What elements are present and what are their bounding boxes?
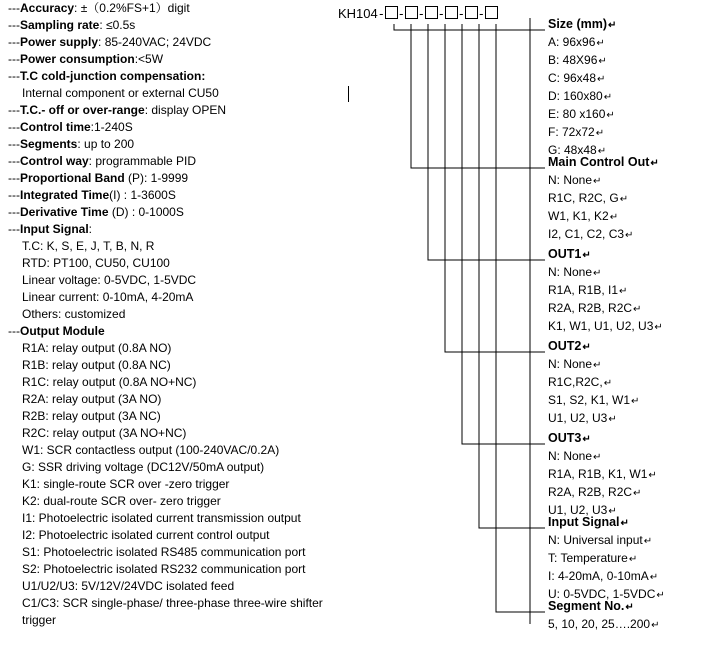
spec-line-text: R2C: relay output (3A NO+NC): [22, 426, 187, 440]
spec-line-lead: ---: [8, 222, 20, 236]
model-code-box-2[interactable]: [405, 6, 418, 19]
option-item: K1, W1, U1, U2, U3 ↵: [548, 318, 663, 336]
spec-line-text: : 85-240VAC; 24VDC: [98, 35, 212, 49]
spec-line-label: Power consumption: [20, 52, 135, 66]
option-item: F: 72x72 ↵: [548, 124, 616, 142]
option-item: I: 4-20mA, 0-10mA ↵: [548, 568, 665, 586]
spec-line-label: Input Signal: [20, 222, 89, 236]
spec-line: [8, 170, 353, 187]
spec-line-label: Power supply: [20, 35, 99, 49]
spec-line-text: Internal component or external CU50: [22, 86, 219, 100]
spec-line-label: Integrated Time: [20, 188, 110, 202]
spec-line: [8, 289, 353, 306]
group-size-options: [548, 34, 616, 160]
spec-line: [8, 153, 353, 170]
spec-line: [8, 595, 353, 612]
spec-line: [8, 204, 353, 221]
spec-line: [8, 374, 353, 391]
spec-line-lead: ---: [8, 1, 20, 15]
spec-line-lead: ---: [8, 35, 20, 49]
model-code-row: [338, 6, 498, 24]
spec-line-text: U1/U2/U3: 5V/12V/24VDC isolated feed: [22, 579, 235, 593]
spec-line-lead: ---: [8, 205, 20, 219]
spec-line-lead: ---: [8, 171, 20, 185]
spec-line-text: K1: single-route SCR over -zero trigger: [22, 477, 230, 491]
spec-line-lead: ---: [8, 18, 20, 32]
spec-line: [8, 68, 353, 85]
spec-line: [8, 561, 353, 578]
model-code-separator: -: [459, 6, 464, 21]
group-out3-title: OUT3 ↵: [548, 430, 657, 448]
group-out3: [548, 430, 657, 520]
group-out1-options: [548, 264, 663, 336]
model-code-separator: -: [379, 6, 384, 21]
option-item: N: None ↵: [548, 356, 639, 374]
spec-line-label: Segments: [20, 137, 78, 151]
option-item: N: None ↵: [548, 448, 657, 466]
spec-line: [8, 391, 353, 408]
spec-line: [8, 425, 353, 442]
spec-line-text: S1: Photoelectric isolated RS485 communication port: [22, 545, 306, 559]
spec-line: [8, 544, 353, 561]
spec-line-label: Control way: [20, 154, 89, 168]
group-main-control-out: [548, 154, 659, 244]
spec-line: [8, 510, 353, 527]
option-item: S1, S2, K1, W1 ↵: [548, 392, 639, 410]
group-size-title: Size (mm) ↵: [548, 16, 616, 34]
spec-line: [8, 459, 353, 476]
spec-line-lead: ---: [8, 137, 20, 151]
spec-line: [8, 255, 353, 272]
spec-line-text: RTD: PT100, CU50, CU100: [22, 256, 170, 270]
spec-line-label: Control time: [20, 120, 91, 134]
spec-line-text: : display OPEN: [144, 103, 227, 117]
option-item: C: 96x48 ↵: [548, 70, 616, 88]
spec-line: [8, 136, 353, 153]
option-item: R1A, R1B, K1, W1 ↵: [548, 466, 657, 484]
spec-line-text: R1B: relay output (0.8A NC): [22, 358, 171, 372]
group-segment-no-title: Segment No. ↵: [548, 598, 659, 616]
spec-line-text: (I) : 1-3600S: [109, 188, 176, 202]
spec-line: [8, 34, 353, 51]
spec-line: [8, 306, 353, 323]
spec-line-text: : ≤0.5s: [99, 18, 136, 32]
model-code-box-5[interactable]: [465, 6, 478, 19]
spec-line: [8, 340, 353, 357]
option-item: T: Temperature ↵: [548, 550, 665, 568]
group-input-signal: [548, 514, 665, 604]
spec-line-text: trigger: [22, 613, 57, 627]
model-code-separator: -: [419, 6, 424, 21]
spec-line-text: Others: customized: [22, 307, 126, 321]
option-item: N: None ↵: [548, 172, 659, 190]
group-input-signal-options: [548, 532, 665, 604]
spec-line-text: W1: SCR contactless output (100-240VAC/0.2A): [22, 443, 280, 457]
spec-line: [8, 119, 353, 136]
option-item: A: 96x96 ↵: [548, 34, 616, 52]
group-out3-options: [548, 448, 657, 520]
spec-line-lead: ---: [8, 154, 20, 168]
spec-line-text: Linear voltage: 0-5VDC, 1-5VDC: [22, 273, 197, 287]
model-code-separator: -: [439, 6, 444, 21]
spec-line-text: :<5W: [134, 52, 164, 66]
spec-line-text: :: [88, 222, 93, 236]
spec-line-text: :1-240S: [90, 120, 133, 134]
spec-line-label: Proportional Band: [20, 171, 125, 185]
spec-line-lead: ---: [8, 324, 20, 338]
group-out2-options: [548, 356, 639, 428]
model-code-separator: -: [479, 6, 484, 21]
stray-tick-mark: [348, 86, 349, 102]
spec-line: [8, 578, 353, 595]
spec-line: [8, 187, 353, 204]
group-main-control-out-title: Main Control Out ↵: [548, 154, 659, 172]
spec-line-text: R1A: relay output (0.8A NO): [22, 341, 172, 355]
spec-line-text: (D) : 0-1000S: [108, 205, 184, 219]
group-main-control-out-options: [548, 172, 659, 244]
spec-line-lead: ---: [8, 120, 20, 134]
model-code-box-6[interactable]: [485, 6, 498, 19]
spec-line-label: T.C cold-junction compensation:: [20, 69, 206, 83]
option-item: R2A, R2B, R2C ↵: [548, 300, 663, 318]
spec-line-lead: ---: [8, 52, 20, 66]
spec-line: [8, 238, 353, 255]
spec-line-text: : up to 200: [77, 137, 135, 151]
spec-line: [8, 612, 353, 629]
spec-line-label: Accuracy: [20, 1, 75, 15]
option-item: 5, 10, 20, 25….200 ↵: [548, 616, 659, 634]
spec-line-text: : ±（0.2%FS+1）digit: [74, 1, 190, 15]
spec-line: [8, 102, 353, 119]
spec-line-label: Derivative Time: [20, 205, 109, 219]
spec-line-text: I1: Photoelectric isolated current transmission output: [22, 511, 301, 525]
spec-line: [8, 272, 353, 289]
spec-line-text: Linear current: 0-10mA, 4-20mA: [22, 290, 194, 304]
option-item: W1, K1, K2 ↵: [548, 208, 659, 226]
option-item: D: 160x80 ↵: [548, 88, 616, 106]
spec-line-text: S2: Photoelectric isolated RS232 communication port: [22, 562, 306, 576]
model-code-box-1[interactable]: [385, 6, 398, 19]
spec-line: [8, 323, 353, 340]
option-item: N: Universal input ↵: [548, 532, 665, 550]
spec-line: [8, 85, 353, 102]
spec-line: [8, 221, 353, 238]
option-item: R1C,R2C, ↵: [548, 374, 639, 392]
group-out2-title: OUT2 ↵: [548, 338, 639, 356]
group-out2: [548, 338, 639, 428]
spec-line-text: G: SSR driving voltage (DC12V/50mA output): [22, 460, 265, 474]
option-item: R2A, R2B, R2C ↵: [548, 484, 657, 502]
spec-line-text: : programmable PID: [88, 154, 197, 168]
spec-line-lead: ---: [8, 188, 20, 202]
spec-line-lead: ---: [8, 103, 20, 117]
option-item: U: 0-5VDC, 1-5VDC ↵: [548, 586, 665, 604]
option-item: I2, C1, C2, C3 ↵: [548, 226, 659, 244]
option-item: U1, U2, U3 ↵: [548, 502, 657, 520]
option-item: U1, U2, U3 ↵: [548, 410, 639, 428]
option-item: B: 48X96 ↵: [548, 52, 616, 70]
spec-line: [8, 17, 353, 34]
group-out1: [548, 246, 663, 336]
spec-line-text: K2: dual-route SCR over- zero trigger: [22, 494, 221, 508]
spec-line-text: C1/C3: SCR single-phase/ three-phase three-wire shifter: [22, 596, 323, 610]
spec-line: [8, 408, 353, 425]
option-item: R1A, R1B, I1 ↵: [548, 282, 663, 300]
spec-line-text: I2: Photoelectric isolated current control output: [22, 528, 270, 542]
spec-line: [8, 476, 353, 493]
option-item: E: 80 x160 ↵: [548, 106, 616, 124]
spec-line: [8, 527, 353, 544]
spec-line-text: (P): 1-9999: [124, 171, 189, 185]
spec-line-label: Sampling rate: [20, 18, 100, 32]
model-code-box-3[interactable]: [425, 6, 438, 19]
option-item: R1C, R2C, G ↵: [548, 190, 659, 208]
spec-line: [8, 442, 353, 459]
spec-line-label: T.C.- off or over-range: [20, 103, 145, 117]
spec-line: [8, 51, 353, 68]
spec-line-text: R2A: relay output (3A NO): [22, 392, 162, 406]
spec-line-text: T.C: K, S, E, J, T, B, N, R: [22, 239, 155, 253]
spec-line-lead: ---: [8, 69, 20, 83]
group-out1-title: OUT1 ↵: [548, 246, 663, 264]
group-input-signal-title: Input Signal ↵: [548, 514, 665, 532]
model-code-box-4[interactable]: [445, 6, 458, 19]
model-code-separator: -: [399, 6, 404, 21]
specification-list: [8, 0, 353, 629]
spec-line: [8, 357, 353, 374]
group-segment-no-options: [548, 616, 659, 634]
option-item: G: 48x48 ↵: [548, 142, 616, 160]
model-code: KH104- - - - - -: [338, 6, 498, 21]
spec-line-text: R1C: relay output (0.8A NO+NC): [22, 375, 197, 389]
spec-line-text: R2B: relay output (3A NC): [22, 409, 161, 423]
spec-line: [8, 0, 353, 17]
group-segment-no: [548, 598, 659, 634]
spec-line: [8, 493, 353, 510]
spec-line-label: Output Module: [20, 324, 105, 338]
option-item: N: None ↵: [548, 264, 663, 282]
group-size: [548, 16, 616, 160]
